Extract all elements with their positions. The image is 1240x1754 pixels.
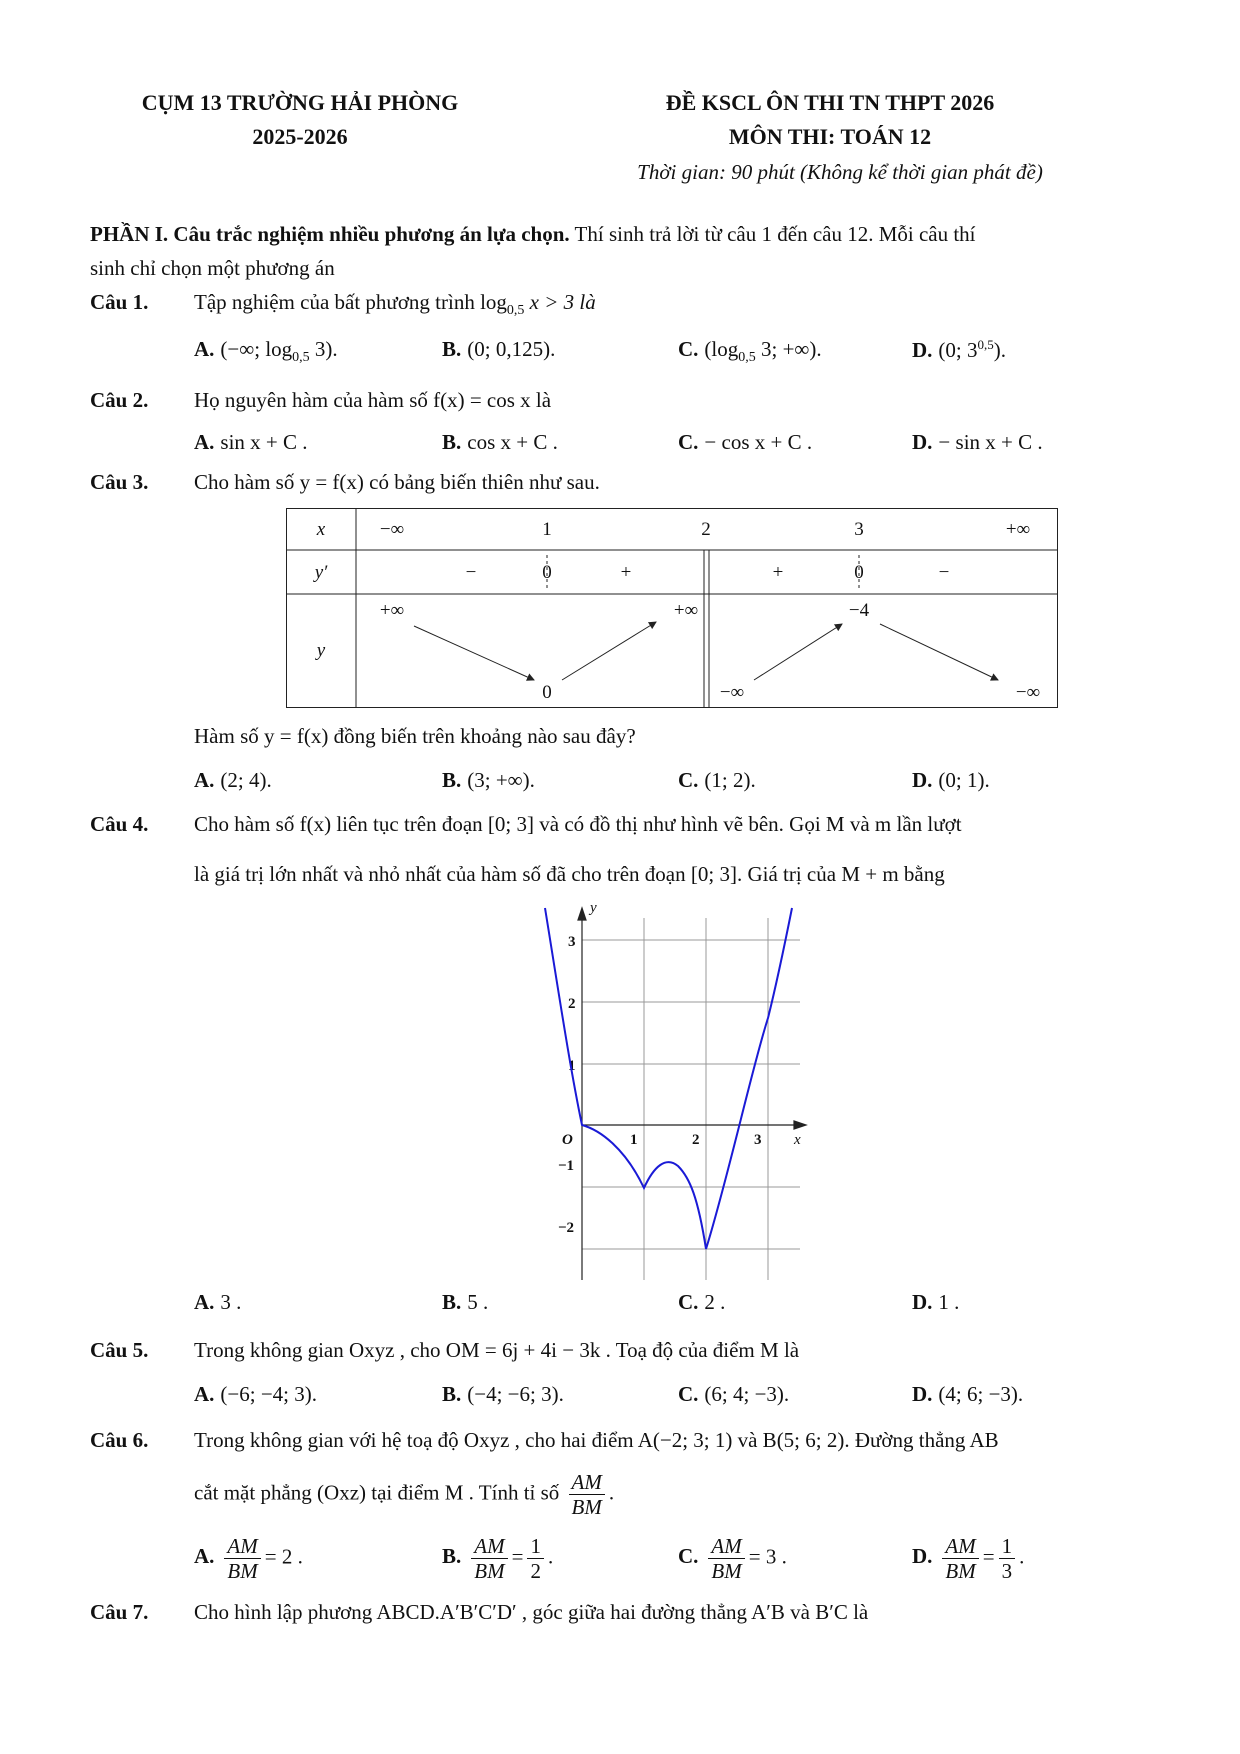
yp-sign-3: +	[772, 562, 784, 583]
q5-option-d[interactable]: D. (4; 6; −3).	[912, 1382, 1024, 1406]
table-row-x-label: x	[316, 519, 326, 540]
yp-sign-4: −	[938, 562, 950, 583]
question-3	[90, 470, 600, 495]
q3-label: Câu 3.	[90, 470, 149, 494]
arrow-up-1	[562, 622, 656, 680]
q4-option-d[interactable]: D. 1 .	[912, 1290, 960, 1314]
q5-option-c[interactable]: C. (6; 4; −3).	[678, 1382, 790, 1406]
exam-subject: MÔN THI: TOÁN 12	[728, 124, 932, 149]
q6-label: Câu 6.	[90, 1428, 149, 1452]
y-tick-1: 1	[568, 1058, 576, 1074]
q2-label: Câu 2.	[90, 388, 149, 412]
part1-title: PHẦN I. Câu trắc nghiệm nhiều phương án lựa chọn.	[90, 222, 570, 246]
q3-option-a[interactable]: A. (2; 4).	[194, 768, 272, 792]
question-6	[90, 1428, 999, 1453]
yp-zero-1: 0	[542, 562, 552, 583]
q6-option-a[interactable]: A. $\frac{AM}{BM}$ = 2 .	[194, 1534, 303, 1584]
variation-table	[286, 508, 1058, 708]
origin-label: O	[562, 1132, 573, 1148]
q7-text: Cho hình lập phương ABCD.A′B′C′D′ , góc giữa hai đường thẳng A′B và B′C là	[194, 1600, 869, 1624]
x-val-3: 3	[854, 519, 864, 540]
q1-option-b[interactable]: B. (0; 0,125).	[442, 337, 556, 361]
q1-text: Tập nghiệm của bất phương trình $\log_{0,5} x > 3$ là	[194, 290, 596, 319]
y-tick-3: 3	[568, 934, 576, 950]
q4-label: Câu 4.	[90, 812, 149, 836]
yp-zero-2: 0	[854, 562, 864, 583]
yp-sign-2: +	[620, 562, 632, 583]
x-axis-label: x	[794, 1132, 801, 1148]
arrow-down-1	[414, 626, 534, 680]
exam-title: ĐỀ KSCL ÔN THI TN THPT 2026	[665, 90, 995, 115]
part1-instructions	[90, 222, 976, 247]
question-7	[90, 1600, 868, 1625]
table-row-yp-label: y′	[314, 562, 328, 583]
part1-instr-2: sinh chỉ chọn một phương án	[90, 256, 335, 280]
school-year: 2025-2026	[252, 124, 348, 149]
y-val-3: +∞	[673, 600, 699, 621]
q2-text: Họ nguyên hàm của hàm số f(x) = cos x là	[194, 388, 552, 412]
y-tick-neg2: −2	[558, 1220, 575, 1236]
q6-option-b[interactable]: B. $\frac{AM}{BM}$ = $\frac{1}{2}$ .	[442, 1534, 554, 1584]
graph-grid	[582, 918, 800, 1280]
q4-option-c[interactable]: C. 2 .	[678, 1290, 726, 1314]
q4-line2: là giá trị lớn nhất và nhỏ nhất của hàm số đã cho trên đoạn [0; 3]. Giá trị của M + m bằng	[194, 862, 945, 886]
q4-option-a[interactable]: A. 3 .	[194, 1290, 242, 1314]
q3-question: Hàm số y = f(x) đồng biến trên khoảng nào sau đây?	[194, 724, 636, 748]
table-row-y-label: y	[316, 640, 326, 661]
y-tick-2: 2	[568, 996, 576, 1012]
x-tick-1: 1	[630, 1132, 638, 1148]
q4-option-b[interactable]: B. 5 .	[442, 1290, 489, 1314]
y-tick-neg1: −1	[558, 1158, 575, 1174]
x-val-1: 1	[542, 519, 552, 540]
q1-option-c[interactable]: C. ($\log_{0,5}$ 3; +∞).	[678, 337, 822, 366]
x-tick-2: 2	[692, 1132, 700, 1148]
y-axis-arrow	[578, 908, 586, 920]
question-1	[90, 290, 596, 319]
x-tick-3: 3	[754, 1132, 762, 1148]
q3-option-c[interactable]: C. (1; 2).	[678, 768, 756, 792]
q5-label: Câu 5.	[90, 1338, 149, 1362]
arrow-up-2	[754, 624, 842, 680]
school-name: CỤM 13 TRƯỜNG HẢI PHÒNG	[141, 90, 459, 115]
q2-option-a[interactable]: A. sin x + C .	[194, 430, 308, 454]
question-4	[90, 812, 962, 837]
q1-option-d[interactable]: D. (0; 3$^{0,5}$).	[912, 337, 1006, 362]
q1-label: Câu 1.	[90, 290, 149, 314]
q6-line2: cắt mặt phẳng (Oxz) tại điểm M . Tính tỉ số $\frac{AM}{BM}$ .	[194, 1470, 615, 1520]
x-val-2: 2	[701, 519, 711, 540]
yp-sign-1: −	[465, 562, 477, 583]
q3-option-b[interactable]: B. (3; +∞).	[442, 768, 535, 792]
y-val-6: −∞	[1015, 682, 1041, 703]
exam-time: Thời gian: 90 phút (Không kể thời gian phát đề)	[637, 160, 1043, 184]
x-val-neg-inf: −∞	[379, 519, 405, 540]
y-val-5: −4	[848, 600, 870, 621]
q5-option-b[interactable]: B. (−4; −6; 3).	[442, 1382, 564, 1406]
q6-option-d[interactable]: D. $\frac{AM}{BM}$ = $\frac{1}{3}$ .	[912, 1534, 1025, 1584]
y-val-2: 0	[542, 682, 552, 703]
question-2	[90, 388, 551, 413]
x-axis-arrow	[794, 1121, 806, 1129]
q4-line1: Cho hàm số f(x) liên tục trên đoạn [0; 3] và có đồ thị như hình vẽ bên. Gọi M và m lần lượt	[194, 812, 962, 836]
q2-option-d[interactable]: D. − sin x + C .	[912, 430, 1043, 454]
q7-label: Câu 7.	[90, 1600, 149, 1624]
q6-line1: Trong không gian với hệ toạ độ Oxyz , cho hai điểm A(−2; 3; 1) và B(5; 6; 2). Đường thẳng AB	[194, 1428, 999, 1452]
part1-instr: Thí sinh trả lời từ câu 1 đến câu 12. Mỗi câu thí	[569, 222, 976, 246]
q5-text: Trong không gian Oxyz , cho OM = 6j + 4i − 3k . Toạ độ của điểm M là	[194, 1338, 800, 1362]
q3-text: Cho hàm số y = f(x) có bảng biến thiên như sau.	[194, 470, 600, 494]
x-val-pos-inf: +∞	[1005, 519, 1031, 540]
y-val-4: −∞	[719, 682, 745, 703]
q6-ratio: $\frac{AM}{BM}$	[569, 1470, 605, 1519]
y-axis-label: y	[590, 900, 597, 916]
arrow-down-2	[880, 624, 998, 680]
q2-option-c[interactable]: C. − cos x + C .	[678, 430, 813, 454]
function-graph	[530, 898, 830, 1280]
question-5	[90, 1338, 799, 1363]
q5-option-a[interactable]: A. (−6; −4; 3).	[194, 1382, 318, 1406]
q1-option-a[interactable]: A. (−∞; $\log_{0,5} 3$).	[194, 337, 338, 366]
y-val-1: +∞	[379, 600, 405, 621]
q2-option-b[interactable]: B. cos x + C .	[442, 430, 558, 454]
q6-option-c[interactable]: C. $\frac{AM}{BM}$ = 3 .	[678, 1534, 787, 1584]
q3-option-d[interactable]: D. (0; 1).	[912, 768, 990, 792]
